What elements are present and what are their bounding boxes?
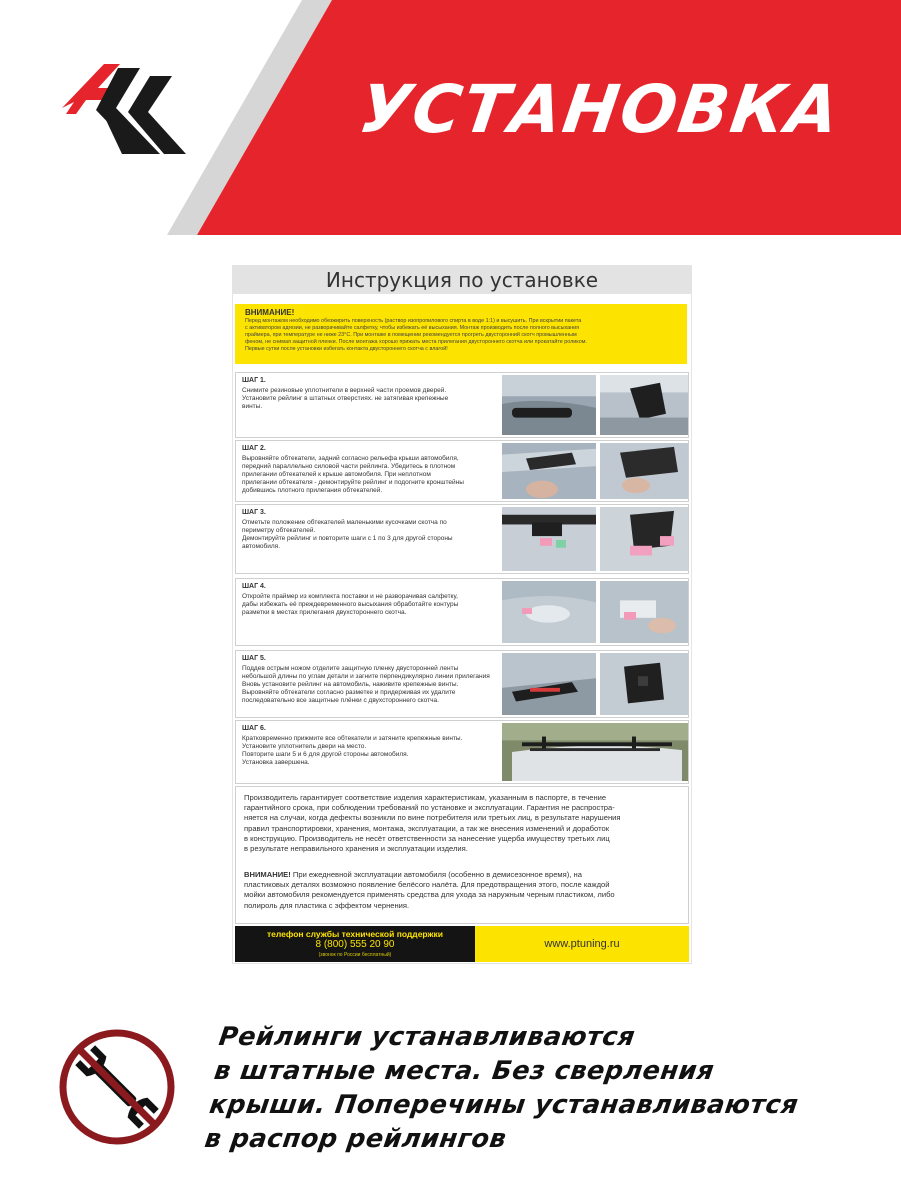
step-photo	[502, 723, 688, 781]
step-line: дабы избежать её преждевременного высыхания обработайте контуры	[242, 601, 459, 608]
caption-line: в штатные места. Без сверления	[212, 1056, 717, 1086]
step-line: Отметьте положение обтекателей маленькими кусочками скотча по	[242, 519, 447, 526]
warning-line: Первые сутки после установки избегать контакта двустороннего скотча с влагой!	[245, 346, 448, 352]
step-line: Выровняйте обтекатели согласно разметке и придерживая их удалите	[242, 689, 456, 696]
step-text	[242, 735, 504, 767]
step-text	[242, 665, 504, 705]
step-line: Поддев острым ножом отделите защитную пленку двусторонней ленты	[242, 665, 459, 672]
step-text	[242, 519, 504, 551]
guarantee-text	[244, 793, 682, 854]
instruction-sheet	[232, 265, 692, 964]
step-photo	[600, 375, 688, 435]
guarantee-line: правил транспортировки, хранения, монтажа, эксплуатации, а так же внесения изменений и доработок	[244, 823, 610, 833]
step-5	[235, 650, 689, 718]
step-1	[235, 372, 689, 438]
step-4	[235, 578, 689, 646]
support-label: телефон службы технической поддержки	[266, 929, 444, 939]
step-photo	[502, 375, 596, 435]
step-title: ШАГ 2.	[242, 445, 266, 452]
guarantee-line: в результате неправильного хранения и эксплуатации изделия.	[244, 844, 468, 854]
step-photo	[502, 443, 596, 499]
step-photo	[600, 581, 688, 643]
guarantee-line: няется на случаи, когда дефекты возникли по вине потребителя или третьих лиц, в результате нарушения	[244, 813, 621, 823]
step-title: ШАГ 1.	[242, 377, 266, 384]
instruction-title: Инструкция по установке	[233, 266, 691, 294]
step-3	[235, 504, 689, 574]
warning-title: ВНИМАНИЕ!	[245, 308, 295, 317]
header-title: УСТАНОВКА	[354, 71, 846, 148]
caption-line: Рейлинги устанавливаются	[217, 1022, 637, 1052]
step-line: автомобиля.	[242, 543, 281, 550]
guarantee-box	[235, 786, 689, 924]
step-6	[235, 720, 689, 784]
step-2	[235, 440, 689, 502]
warning-line: праймера, при температуре не ниже 23°С. При монтаже в помещении рекомендуется прогреть двусторонний скотч промышленным	[245, 332, 577, 338]
guarantee-line: гарантийного срока, при соблюдении требований по установке и эксплуатации. Гарантия не распростра-	[244, 803, 615, 813]
step-line: Вновь установите рейлинг на автомобиль, наживите крепежные винты.	[242, 681, 459, 688]
bottom-caption	[202, 1020, 901, 1156]
guarantee-line: в конструкцию. Производитель не несёт ответственности за нанесение ущерба имуществу третьих лиц	[244, 833, 610, 843]
step-line: Откройте праймер из комплекта поставки и не разворачивая салфетку,	[242, 593, 458, 600]
step-line: Установите уплотнитель двери на место.	[242, 743, 367, 750]
website-panel	[475, 926, 689, 962]
step-line: передний параллельно силовой части рейлинга. Убедитесь в плотном	[242, 463, 456, 470]
step-photo	[502, 581, 596, 643]
guarantee-warning-label: ВНИМАНИЕ!	[244, 870, 291, 879]
step-title: ШАГ 6.	[242, 725, 266, 732]
step-line: Установка завершена.	[242, 759, 310, 766]
step-photo	[600, 443, 688, 499]
step-title: ШАГ 3.	[242, 509, 266, 516]
warning-text	[245, 318, 685, 353]
step-line: прилегании обтекателя - демонтируйте рейлинг и подогните кронштейны	[242, 479, 464, 486]
website-link: www.ptuning.ru	[544, 938, 620, 950]
step-text	[242, 387, 504, 411]
guarantee-warning-line: пластиковых деталях возможно появление белёсого налёта. Для предотвращения этого, после каждой	[244, 880, 610, 890]
support-phone: 8 (800) 555 20 90	[315, 939, 395, 950]
step-line: добившись плотного прилегания обтекателей.	[242, 487, 383, 494]
guarantee-warning-line: При ежедневной эксплуатации автомобиля (особенно в демисезонное время), на	[290, 870, 582, 879]
step-line: Установите рейлинг в штатных отверстиях. не затягивая крепежные	[242, 395, 449, 402]
step-line: Кратковременно прижмите все обтекатели и затяните крепежные винты.	[242, 735, 463, 742]
step-line: последовательно все защитные плёнки с двухстороннего скотча.	[242, 697, 439, 704]
step-line: разметки в местах прилегания двухстороннего скотча.	[242, 609, 407, 616]
step-line: периметру обтекателей.	[242, 527, 316, 534]
step-text	[242, 593, 504, 617]
step-line: небольшой длины по углам детали и загните перпендикулярно линии прилегания	[242, 673, 490, 680]
caption-line: в распор рейлингов	[202, 1124, 509, 1154]
warning-box	[235, 304, 687, 364]
step-line: Демонтируйте рейлинг и повторите шаги с 1 по 3 для другой стороны	[242, 535, 453, 542]
guarantee-warning-line: мойки автомобиля рекомендуется применять средства для ухода за наружным черным пластиком, либо	[244, 890, 615, 900]
support-panel	[235, 926, 475, 962]
step-title: ШАГ 5.	[242, 655, 266, 662]
no-wrench-icon	[58, 1028, 176, 1146]
guarantee-line: Производитель гарантирует соответствие изделия характеристикам, указанным в паспорте, в течение	[244, 793, 607, 802]
guarantee-warning-line: полироль для пластика с эффектом чернения.	[244, 900, 410, 910]
guarantee-warning	[244, 870, 682, 911]
brand-logo-icon	[62, 64, 186, 154]
step-line: Снимите резиновые уплотнители в верхней части проемов дверей.	[242, 387, 447, 394]
step-photo	[600, 653, 688, 715]
step-line: Повторите шаги 5 и 6 для другой стороны автомобиля.	[242, 751, 409, 758]
step-photo	[600, 507, 688, 571]
step-text	[242, 455, 504, 495]
warning-line: феном, не снимая защитной пленки. После монтажа хорошо прижать места прилегания двустороннего скотча или прокатайте роликом.	[245, 339, 587, 345]
header-banner	[0, 0, 901, 235]
step-photo	[502, 653, 596, 715]
step-title: ШАГ 4.	[242, 583, 266, 590]
support-phone-note: (звонок по России бесплатный)	[318, 952, 392, 958]
step-line: прилегании обтекателей к крыше автомобиля. При неплотном	[242, 471, 431, 478]
warning-line: с активатором адгезии, не разворачивайте салфетку, чтобы избежать её высыхания. Монтаж производить после полного высыхания	[245, 325, 580, 331]
step-line: Выровняйте обтекатели, задний согласно рельефа крыши автомобиля,	[242, 455, 459, 462]
step-line: винты.	[242, 403, 263, 410]
warning-line: Перед монтажом необходимо обезжирить поверхность (раствор изопропилового спирта в воде 1:1) и высушить. При вскрытии пакета	[245, 318, 582, 324]
step-photo	[502, 507, 596, 571]
caption-line: крыши. Поперечины устанавливаются	[207, 1090, 801, 1120]
